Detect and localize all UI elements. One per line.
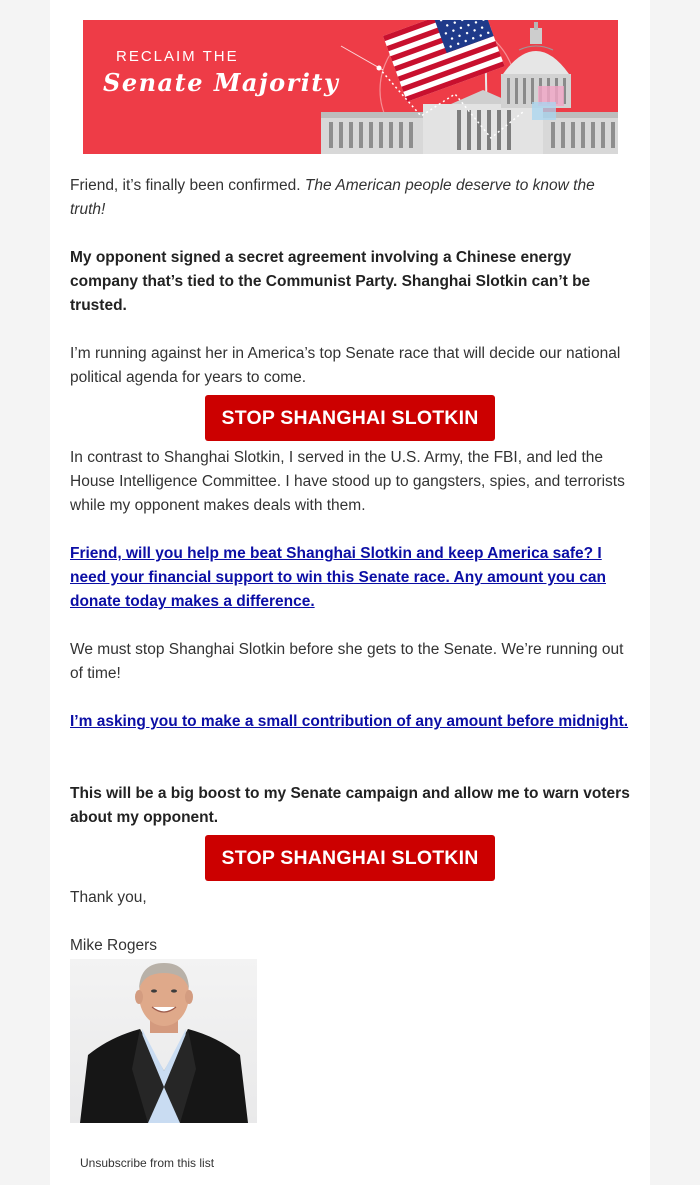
banner-title: Senate Majority [103, 68, 340, 97]
stop-slotkin-button-1[interactable]: STOP SHANGHAI SLOTKIN [205, 395, 495, 441]
header-banner[interactable] [83, 20, 618, 154]
intro-text: Friend, it’s finally been confirmed. [70, 177, 305, 194]
banner-kicker: RECLAIM THE [116, 48, 239, 65]
contribution-link[interactable]: I’m asking you to make a small contribution of any amount before midnight. [70, 713, 629, 730]
stop-slotkin-button-2[interactable]: STOP SHANGHAI SLOTKIN [205, 835, 495, 881]
boost-paragraph: This will be a big boost to my Senate campaign and allow me to warn voters about my opponent. [70, 785, 630, 826]
race-paragraph: I’m running against her in America’s top Senate race that will decide our national political agenda for years to come. [70, 345, 621, 386]
donate-link[interactable]: Friend, will you help me beat Shanghai Slotkin and keep America safe? I need your financial support to win this Senate race. Any amount you can donate today makes a difference. [70, 545, 606, 610]
email-card [50, 0, 650, 1185]
intro-italic-text: The American people deserve to know the truth! [70, 177, 595, 218]
signature-name: Mike Rogers [70, 937, 157, 954]
candidate-portrait [70, 959, 257, 1123]
opponent-paragraph: My opponent signed a secret agreement involving a Chinese energy company that’s tied to the Communist Party. Shanghai Slotkin can’t be trusted. [70, 249, 591, 314]
urgency-paragraph: We must stop Shanghai Slotkin before she gets to the Senate. We’re running out of time! [70, 641, 624, 682]
intro-paragraph [70, 174, 630, 222]
closing-text: Thank you, [70, 889, 147, 906]
donate-link-paragraph [70, 542, 630, 614]
service-paragraph: In contrast to Shanghai Slotkin, I served in the U.S. Army, the FBI, and led the House Intelligence Committee. I have stood up to gangsters, spies, and terrorists while my opponent makes deals with them. [70, 449, 625, 514]
contribution-link-paragraph [70, 710, 630, 734]
unsubscribe-link[interactable]: Unsubscribe from this list [80, 1156, 215, 1170]
